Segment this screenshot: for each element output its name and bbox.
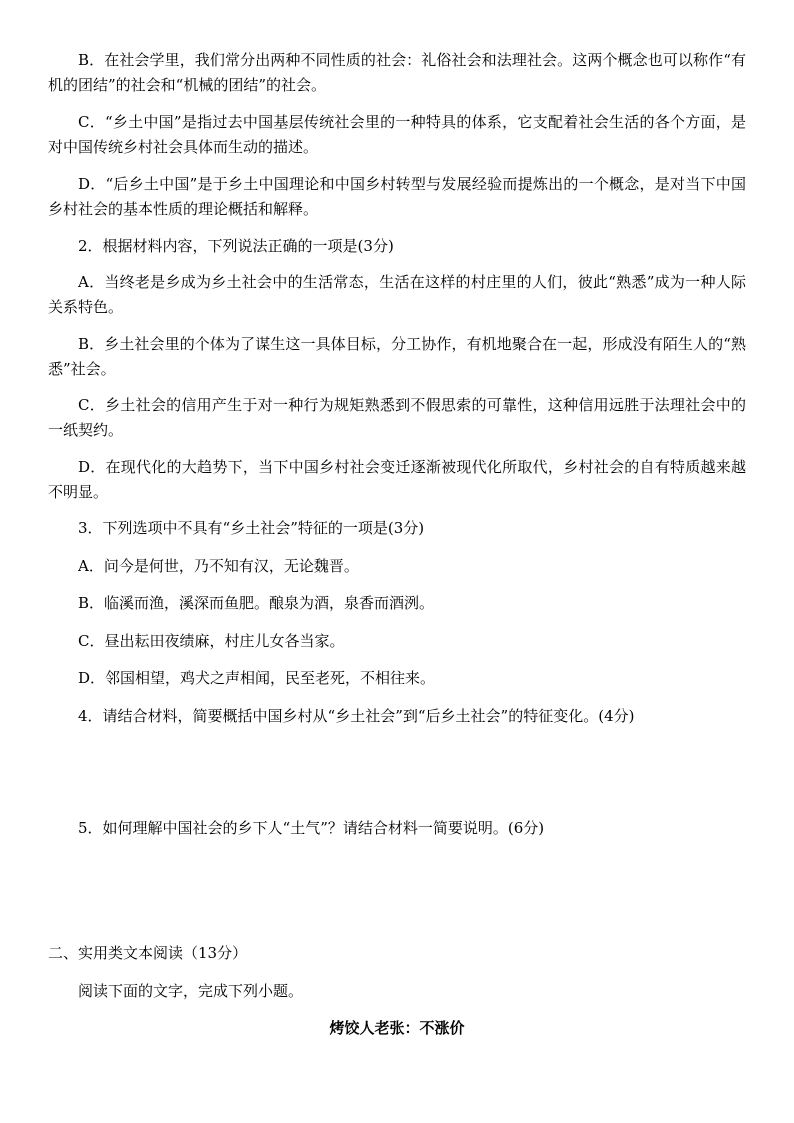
question-3: 3．下列选项中不具有“乡土社会”特征的一项是(3分) — [78, 519, 425, 537]
q3-option-a: A．问今是何世，乃不知有汉，无论魏晋。 — [78, 557, 359, 575]
q3-option-b: B．临溪而渔，溪深而鱼肥。酿泉为酒，泉香而酒洌。 — [78, 594, 435, 612]
q3-option-d: D．邻国相望，鸡犬之声相闻，民至老死，不相往来。 — [78, 669, 436, 687]
question-2: 2．根据材料内容，下列说法正确的一项是(3分) — [78, 237, 394, 255]
question-5: 5．如何理解中国社会的乡下人“土气”？请结合材料一简要说明。(6分) — [78, 819, 545, 837]
q2-option-d: D．在现代化的大趋势下，当下中国乡村社会变迁逐渐被现代化所取代，乡村社会的自有特质越来越不明显。 — [48, 458, 746, 501]
section-heading: 二、实用类文本阅读（13分） — [48, 944, 248, 962]
reading-instruction: 阅读下面的文字，完成下列小题。 — [78, 982, 304, 1000]
q2-option-a: A．当终老是乡成为乡土社会中的生活常态，生活在这样的村庄里的人们，彼此“熟悉”成为一种人际关系特色。 — [48, 273, 746, 316]
q2-option-b: B．乡土社会里的个体为了谋生这一具体目标，分工协作，有机地聚合在一起，形成没有陌生人的“熟悉”社会。 — [48, 335, 746, 378]
q1-option-b: B．在社会学里，我们常分出两种不同性质的社会：礼俗社会和法理社会。这两个概念也可以称作“有机的团结”的社会和“机械的团结”的社会。 — [48, 51, 746, 94]
q1-option-d: D．“后乡土中国”是于乡土中国理论和中国乡村转型与发展经验而提炼出的一个概念，是对当下中国乡村社会的基本性质的理论概括和解释。 — [48, 175, 746, 218]
q1-option-c: C．“乡土中国”是指过去中国基层传统社会里的一种特具的体系，它支配着社会生活的各个方面，是对中国传统乡村社会具体而生动的描述。 — [48, 113, 746, 156]
article-title: 烤饺人老张：不涨价 — [329, 1019, 465, 1037]
q3-option-c: C．昼出耘田夜绩麻，村庄儿女各当家。 — [78, 632, 345, 650]
q2-option-c: C．乡土社会的信用产生于对一种行为规矩熟悉到不假思索的可靠性，这种信用远胜于法理社会中的一纸契约。 — [48, 396, 746, 439]
question-4: 4．请结合材料，简要概括中国乡村从“乡土社会”到“后乡土社会”的特征变化。(4分) — [78, 707, 635, 725]
